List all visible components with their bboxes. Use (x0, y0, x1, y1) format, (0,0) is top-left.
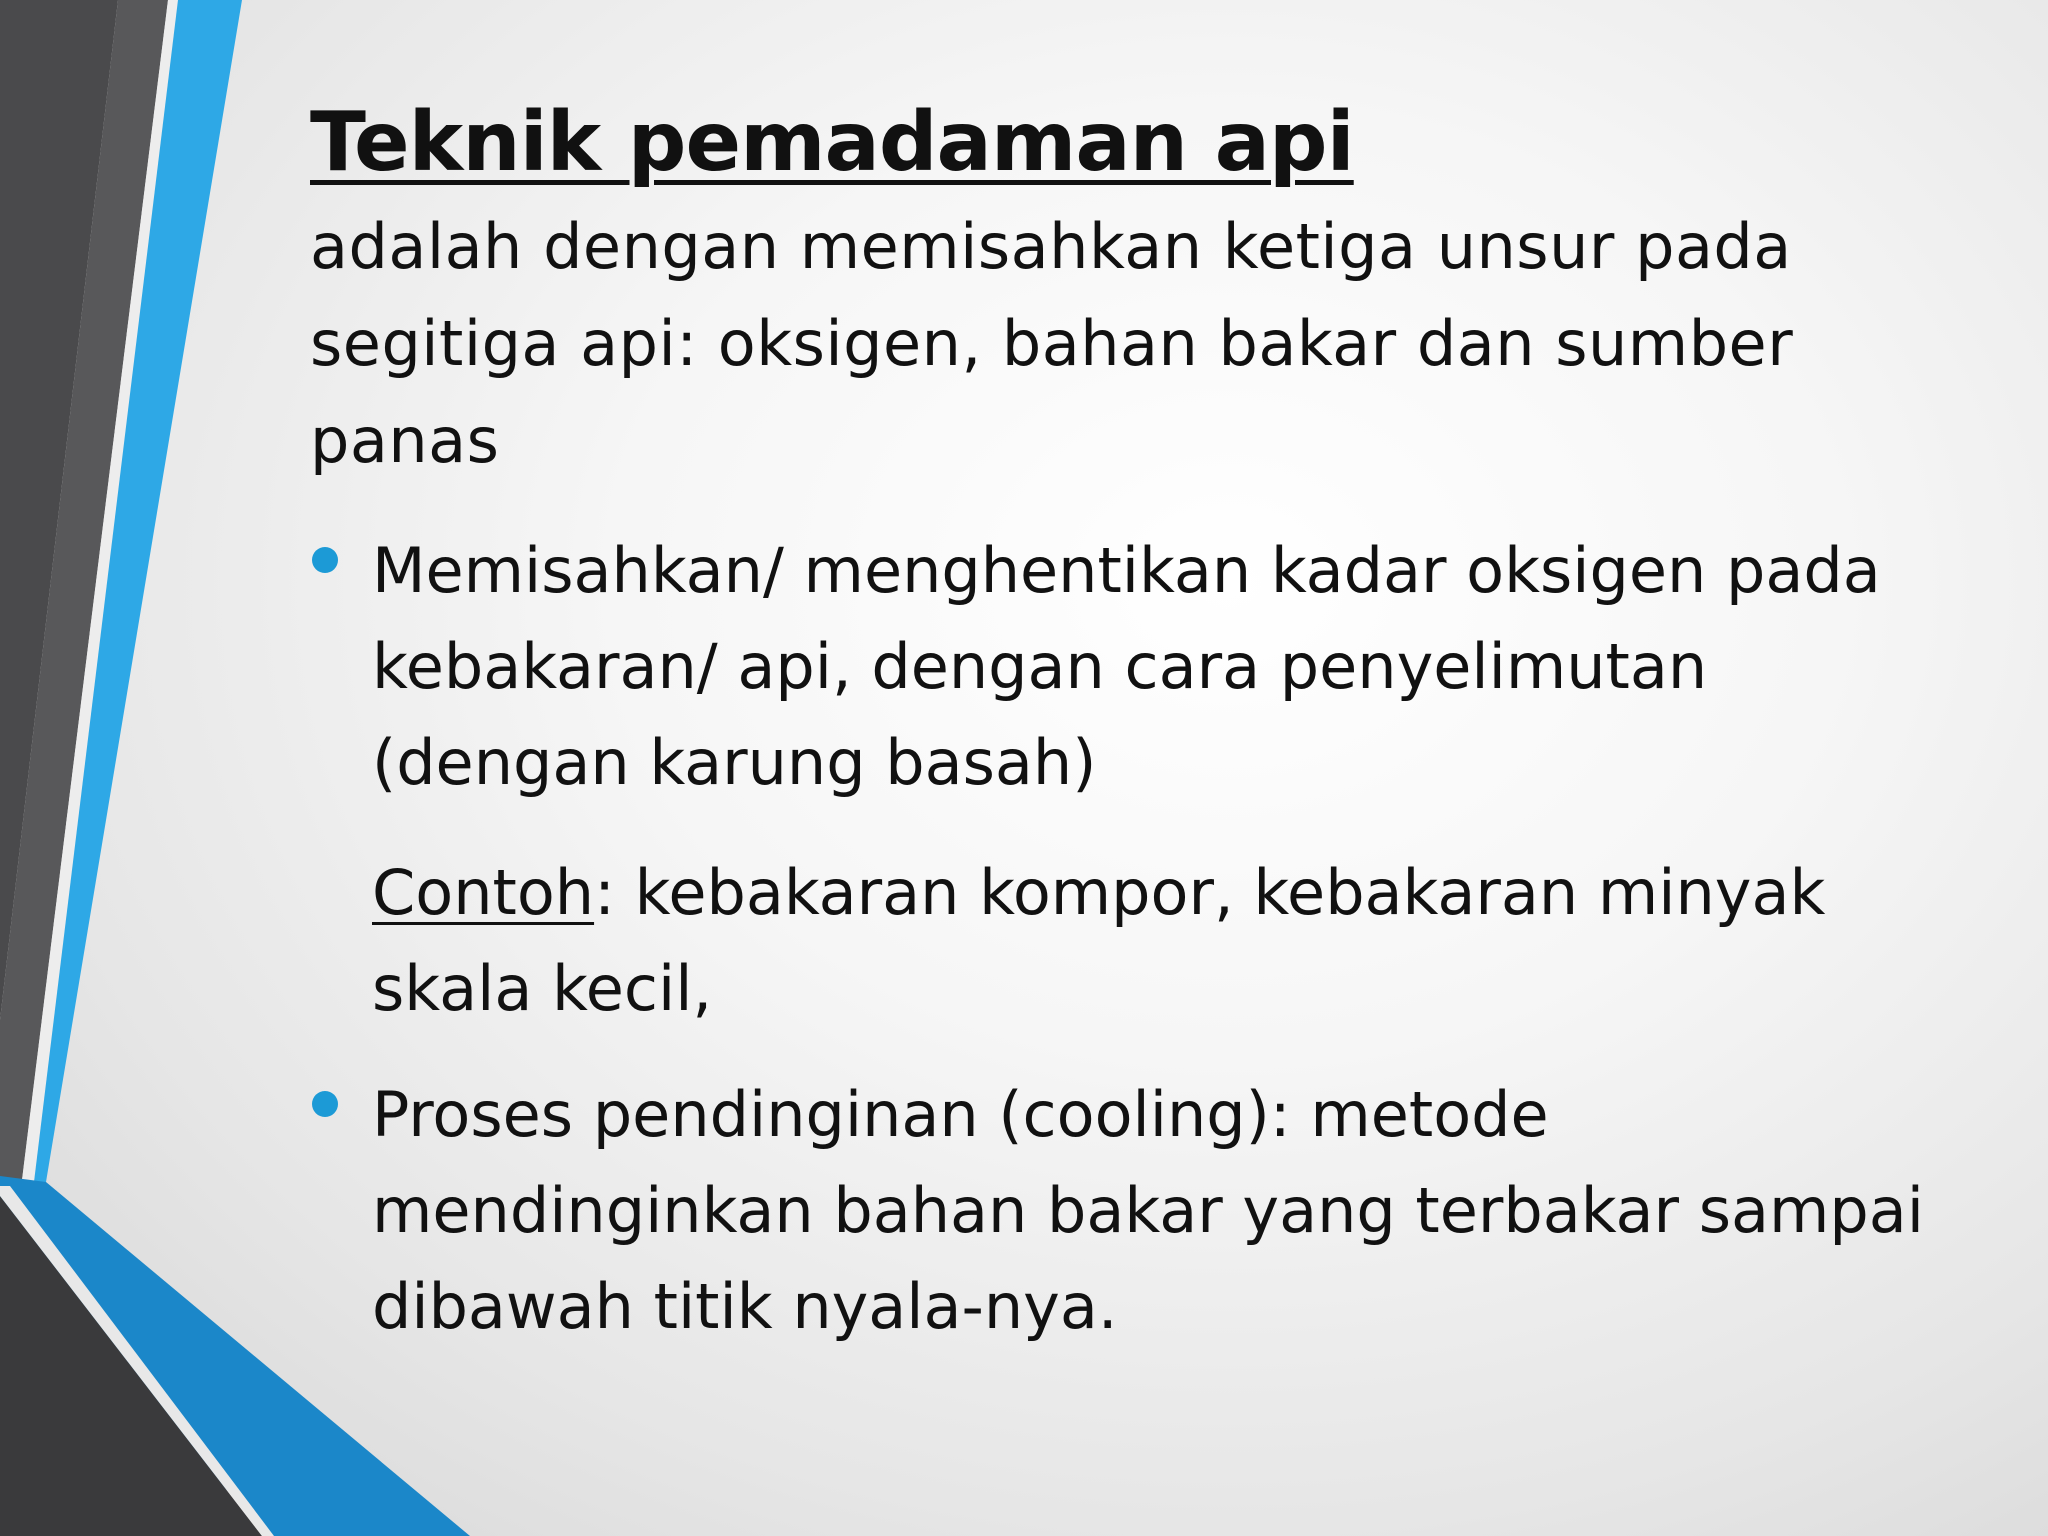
slide-content (310, 88, 2010, 1355)
example-text: : kebakaran kompor, kebakaran minyak skala kecil, (372, 856, 1826, 1025)
bullet-text: Memisahkan/ menghentikan kadar oksigen pada kebakaran/ api, dengan cara penyelimutan (dengan karung basah) (372, 534, 1881, 799)
bullet-list (310, 523, 2010, 1355)
bullet-item (310, 523, 1972, 1037)
intro-text: adalah dengan memisahkan ketiga unsur pada segitiga api: oksigen, bahan bakar dan sumber panas (310, 210, 1794, 477)
bullet-dot-icon (312, 547, 338, 573)
example-line (372, 845, 1972, 1037)
bullet-text: Proses pendinginan (cooling): metode mendinginkan bahan bakar yang terbakar sampai dibawah titik nyala-nya. (372, 1078, 1924, 1343)
slide-title: Teknik pemadaman api (310, 95, 1354, 190)
bullet-dot-icon (312, 1091, 338, 1117)
example-label: Contoh (372, 856, 595, 929)
bullet-item (310, 1067, 1972, 1355)
